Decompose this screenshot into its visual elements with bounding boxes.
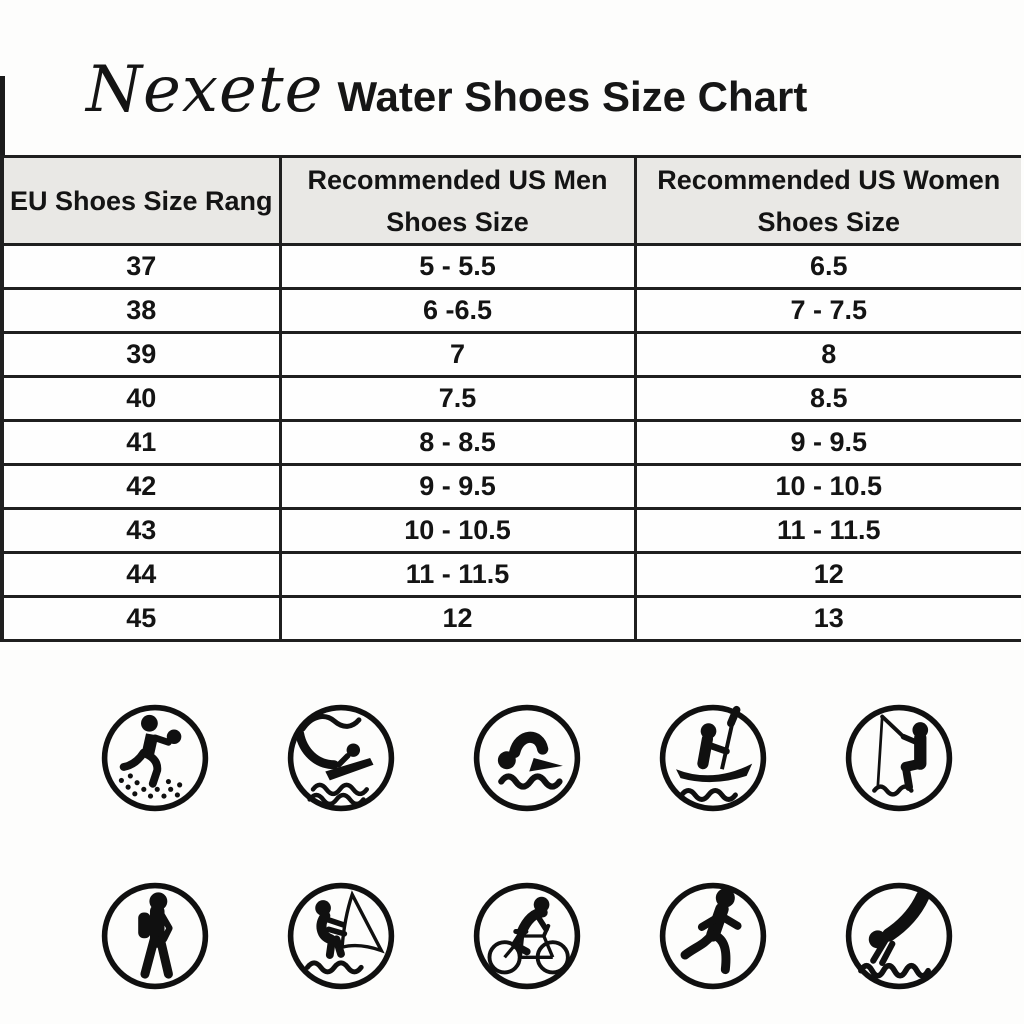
- diving-icon: [843, 880, 955, 992]
- table-cell-men: 7: [280, 333, 635, 377]
- table-row: [2, 289, 1021, 333]
- table-cell-women: 8.5: [635, 377, 1021, 421]
- table-cell-eu: 37: [2, 245, 280, 289]
- table-row: [2, 245, 1021, 289]
- table-cell-eu: 43: [2, 509, 280, 553]
- table-cell-women: 13: [635, 597, 1021, 641]
- table-row: [2, 465, 1021, 509]
- table-row: [2, 421, 1021, 465]
- windsurfing-icon: [285, 880, 397, 992]
- table-row: [2, 377, 1021, 421]
- table-cell-men: 6 -6.5: [280, 289, 635, 333]
- table-cell-men: 5 - 5.5: [280, 245, 635, 289]
- table-cell-men: 12: [280, 597, 635, 641]
- running-icon: [657, 880, 769, 992]
- size-table-body: [2, 245, 1021, 641]
- fishing-icon: [843, 702, 955, 814]
- activity-icon-row-2: [99, 880, 955, 992]
- table-cell-women: 12: [635, 553, 1021, 597]
- table-cell-men: 8 - 8.5: [280, 421, 635, 465]
- table-cell-eu: 38: [2, 289, 280, 333]
- table-row: [2, 509, 1021, 553]
- surfing-icon: [285, 702, 397, 814]
- table-cell-eu: 40: [2, 377, 280, 421]
- table-cell-eu: 41: [2, 421, 280, 465]
- table-cell-men: 10 - 10.5: [280, 509, 635, 553]
- table-cell-men: 9 - 9.5: [280, 465, 635, 509]
- table-cell-women: 6.5: [635, 245, 1021, 289]
- table-cell-eu: 45: [2, 597, 280, 641]
- beach-volleyball-icon: [99, 702, 211, 814]
- col-header-eu-size: EU Shoes Size Rang: [2, 157, 280, 245]
- table-cell-men: 11 - 11.5: [280, 553, 635, 597]
- table-cell-men: 7.5: [280, 377, 635, 421]
- table-cell-eu: 39: [2, 333, 280, 377]
- size-table: [0, 155, 1021, 642]
- page-title-text: Water Shoes Size Chart: [337, 73, 808, 120]
- table-row: [2, 333, 1021, 377]
- table-cell-women: 10 - 10.5: [635, 465, 1021, 509]
- cycling-icon: [471, 880, 583, 992]
- page-title: [86, 53, 808, 127]
- table-cell-women: 8: [635, 333, 1021, 377]
- table-row: [2, 597, 1021, 641]
- activity-icon-row-1: [99, 702, 955, 814]
- col-header-us-women: Recommended US Women Shoes Size: [635, 157, 1021, 245]
- brand-logo-text: Nexete: [86, 53, 324, 127]
- col-header-us-men: Recommended US Men Shoes Size: [280, 157, 635, 245]
- table-cell-women: 11 - 11.5: [635, 509, 1021, 553]
- table-cell-eu: 42: [2, 465, 280, 509]
- table-cell-women: 7 - 7.5: [635, 289, 1021, 333]
- swimming-icon: [471, 702, 583, 814]
- size-table-header: [2, 157, 1021, 245]
- table-cell-eu: 44: [2, 553, 280, 597]
- table-cell-women: 9 - 9.5: [635, 421, 1021, 465]
- scan-artifact: [0, 76, 5, 156]
- table-row: [2, 553, 1021, 597]
- hiking-icon: [99, 880, 211, 992]
- kayaking-icon: [657, 702, 769, 814]
